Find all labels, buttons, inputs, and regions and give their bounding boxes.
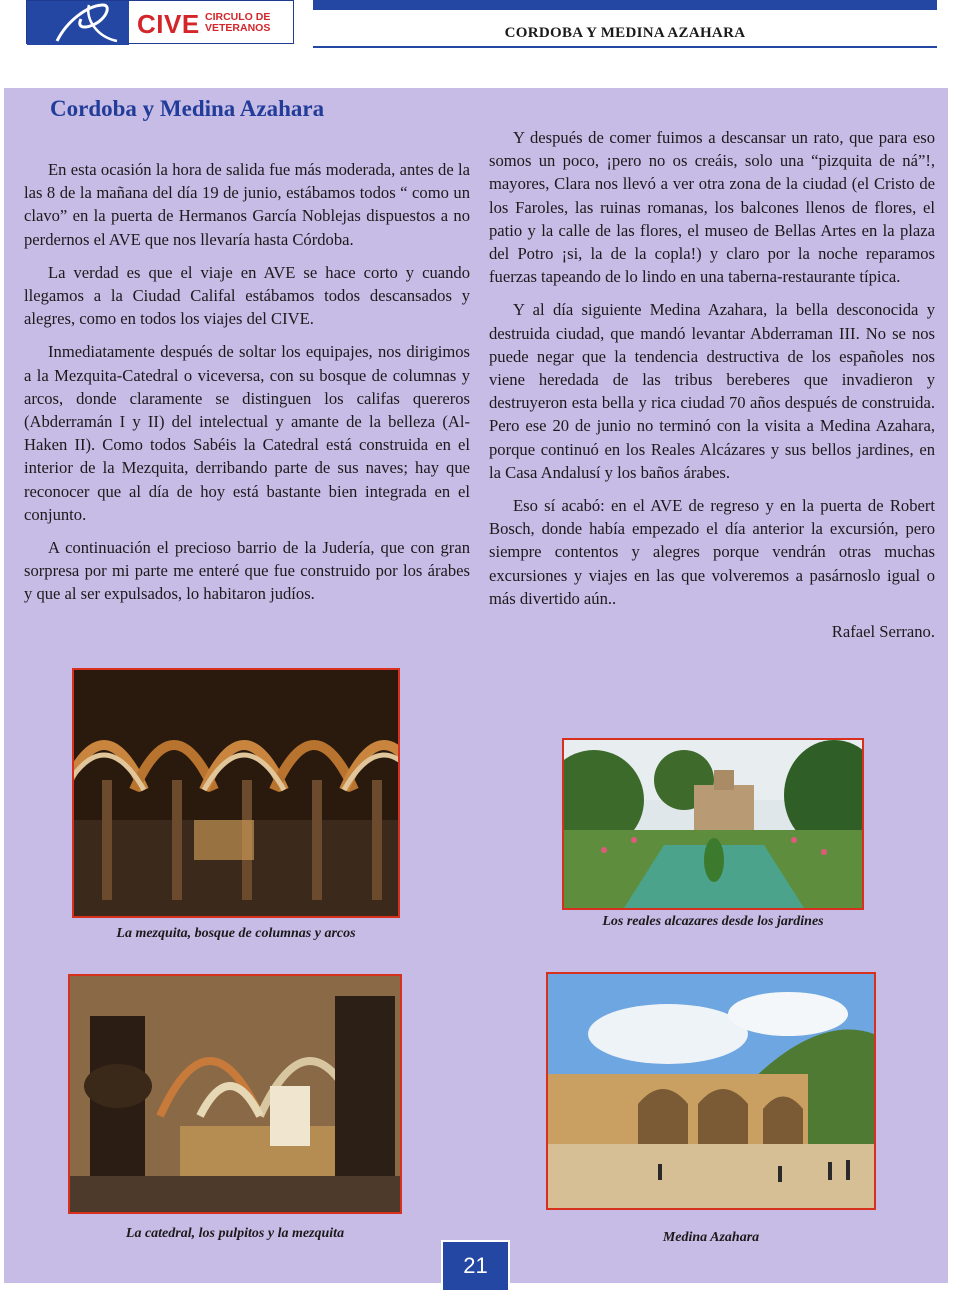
- paragraph: Y al día siguiente Medina Azahara, la bella desconocida y destruida ciudad, que mandó levantar Abderraman III. No se nos puede negar que la tendencia destructiva de los españoles nos viene heredada de las tribus bereberes que invadieron y destruyeron esta bella y rica ciudad 70 años después de construida. Pero ese 20 de junio no terminó con la visita a Medina Azahara, porque continuó en los Reales Alcázares y sus bellos jardines, en la Casa Andalusí y los baños árabes.: [489, 300, 935, 482]
- photo-medina: [546, 972, 876, 1210]
- cive-logo: [26, 0, 294, 44]
- header-rule: [313, 46, 937, 48]
- caption-mezquita: La mezquita, bosque de columnas y arcos: [116, 926, 356, 941]
- author-signature: Rafael Serrano.: [831, 622, 935, 642]
- photo-catedral: [68, 974, 402, 1214]
- caption-medina: Medina Azahara: [662, 1230, 760, 1245]
- paragraph: Eso sí acabó: en el AVE de regreso y en la puerta de Robert Bosch, donde había empezado el día anterior la excursión, pero siempre contentos y alegres porque vendrán otras muchas excursiones y viajes en las que volveremos a pasárnoslo igual o más divertido aún..: [489, 496, 935, 608]
- section-title: CORDOBA Y MEDINA AZAHARA: [504, 25, 746, 41]
- paragraph: Y después de comer fuimos a descansar un rato, que para eso somos un poco, ¡pero no os creáis, solo una “pizquita de ná”!, mayores, Clara nos llevó a ver otra zona de la ciudad (el Cristo de los Faroles, las ruinas romanas, los balcones llenos de flores, el patio y la calle de las flores, el museo de Bellas Artes en la plaza del Potro ¡si, la de la copla!) y claro por la noche reparamos fuerzas tapeando de lo lindo en una taberna-restaurante típica.: [489, 128, 935, 287]
- paragraph: A continuación el precioso barrio de la Judería, que con gran sorpresa por mi parte me enteré que fue construido por los árabes y que al ser expulsados, lo habitaron judíos.: [24, 538, 470, 604]
- article-title: Cordoba y Medina Azahara: [50, 96, 325, 121]
- paragraph: La verdad es que el viaje en AVE se hace corto y cuando llegamos a la Ciudad Califal estábamos todos descansados y alegres, como en todos los viajes del CIVE.: [24, 262, 470, 329]
- header-bar: [313, 0, 937, 10]
- photo-alcazares: [562, 738, 864, 910]
- page-number: 21: [441, 1240, 510, 1292]
- logo-emblem-icon: [27, 1, 129, 45]
- logo-subtitle-line1: CIRCULO DE: [205, 11, 271, 23]
- paragraph: En esta ocasión la hora de salida fue más moderada, antes de la las 8 de la mañana del día 19 de junio, estábamos todos “ como un clavo” en la puerta de Hermanos García Noblejas dispuestos a no perdernos el AVE que nos llevaría hasta Córdoba.: [24, 160, 470, 249]
- logo-subtitle: [205, 12, 291, 34]
- article-left-column: [24, 158, 470, 616]
- logo-name: CIVE: [137, 9, 200, 39]
- photo-mezquita: [72, 668, 400, 918]
- caption-catedral: La catedral, los pulpitos y la mezquita: [125, 1226, 345, 1241]
- caption-alcazares: Los reales alcazares desde los jardines: [602, 914, 824, 929]
- logo-subtitle-line2: VETERANOS: [205, 22, 271, 34]
- paragraph: Inmediatamente después de soltar los equipajes, nos dirigimos a la Mezquita-Catedral o viceversa, con su bosque de columnas y arcos, donde claramente se distinguen los califas quereros (Abderramán I y II) del intelectual y amante de la belleza (Al-Haken II). Como todos Sabéis la Catedral está construida en el interior de la Mezquita, derribando parte de sus naves; hay que reconocer que al día de hoy está bastante bien integrada en el conjunto.: [24, 342, 470, 524]
- article-right-column: [489, 126, 935, 653]
